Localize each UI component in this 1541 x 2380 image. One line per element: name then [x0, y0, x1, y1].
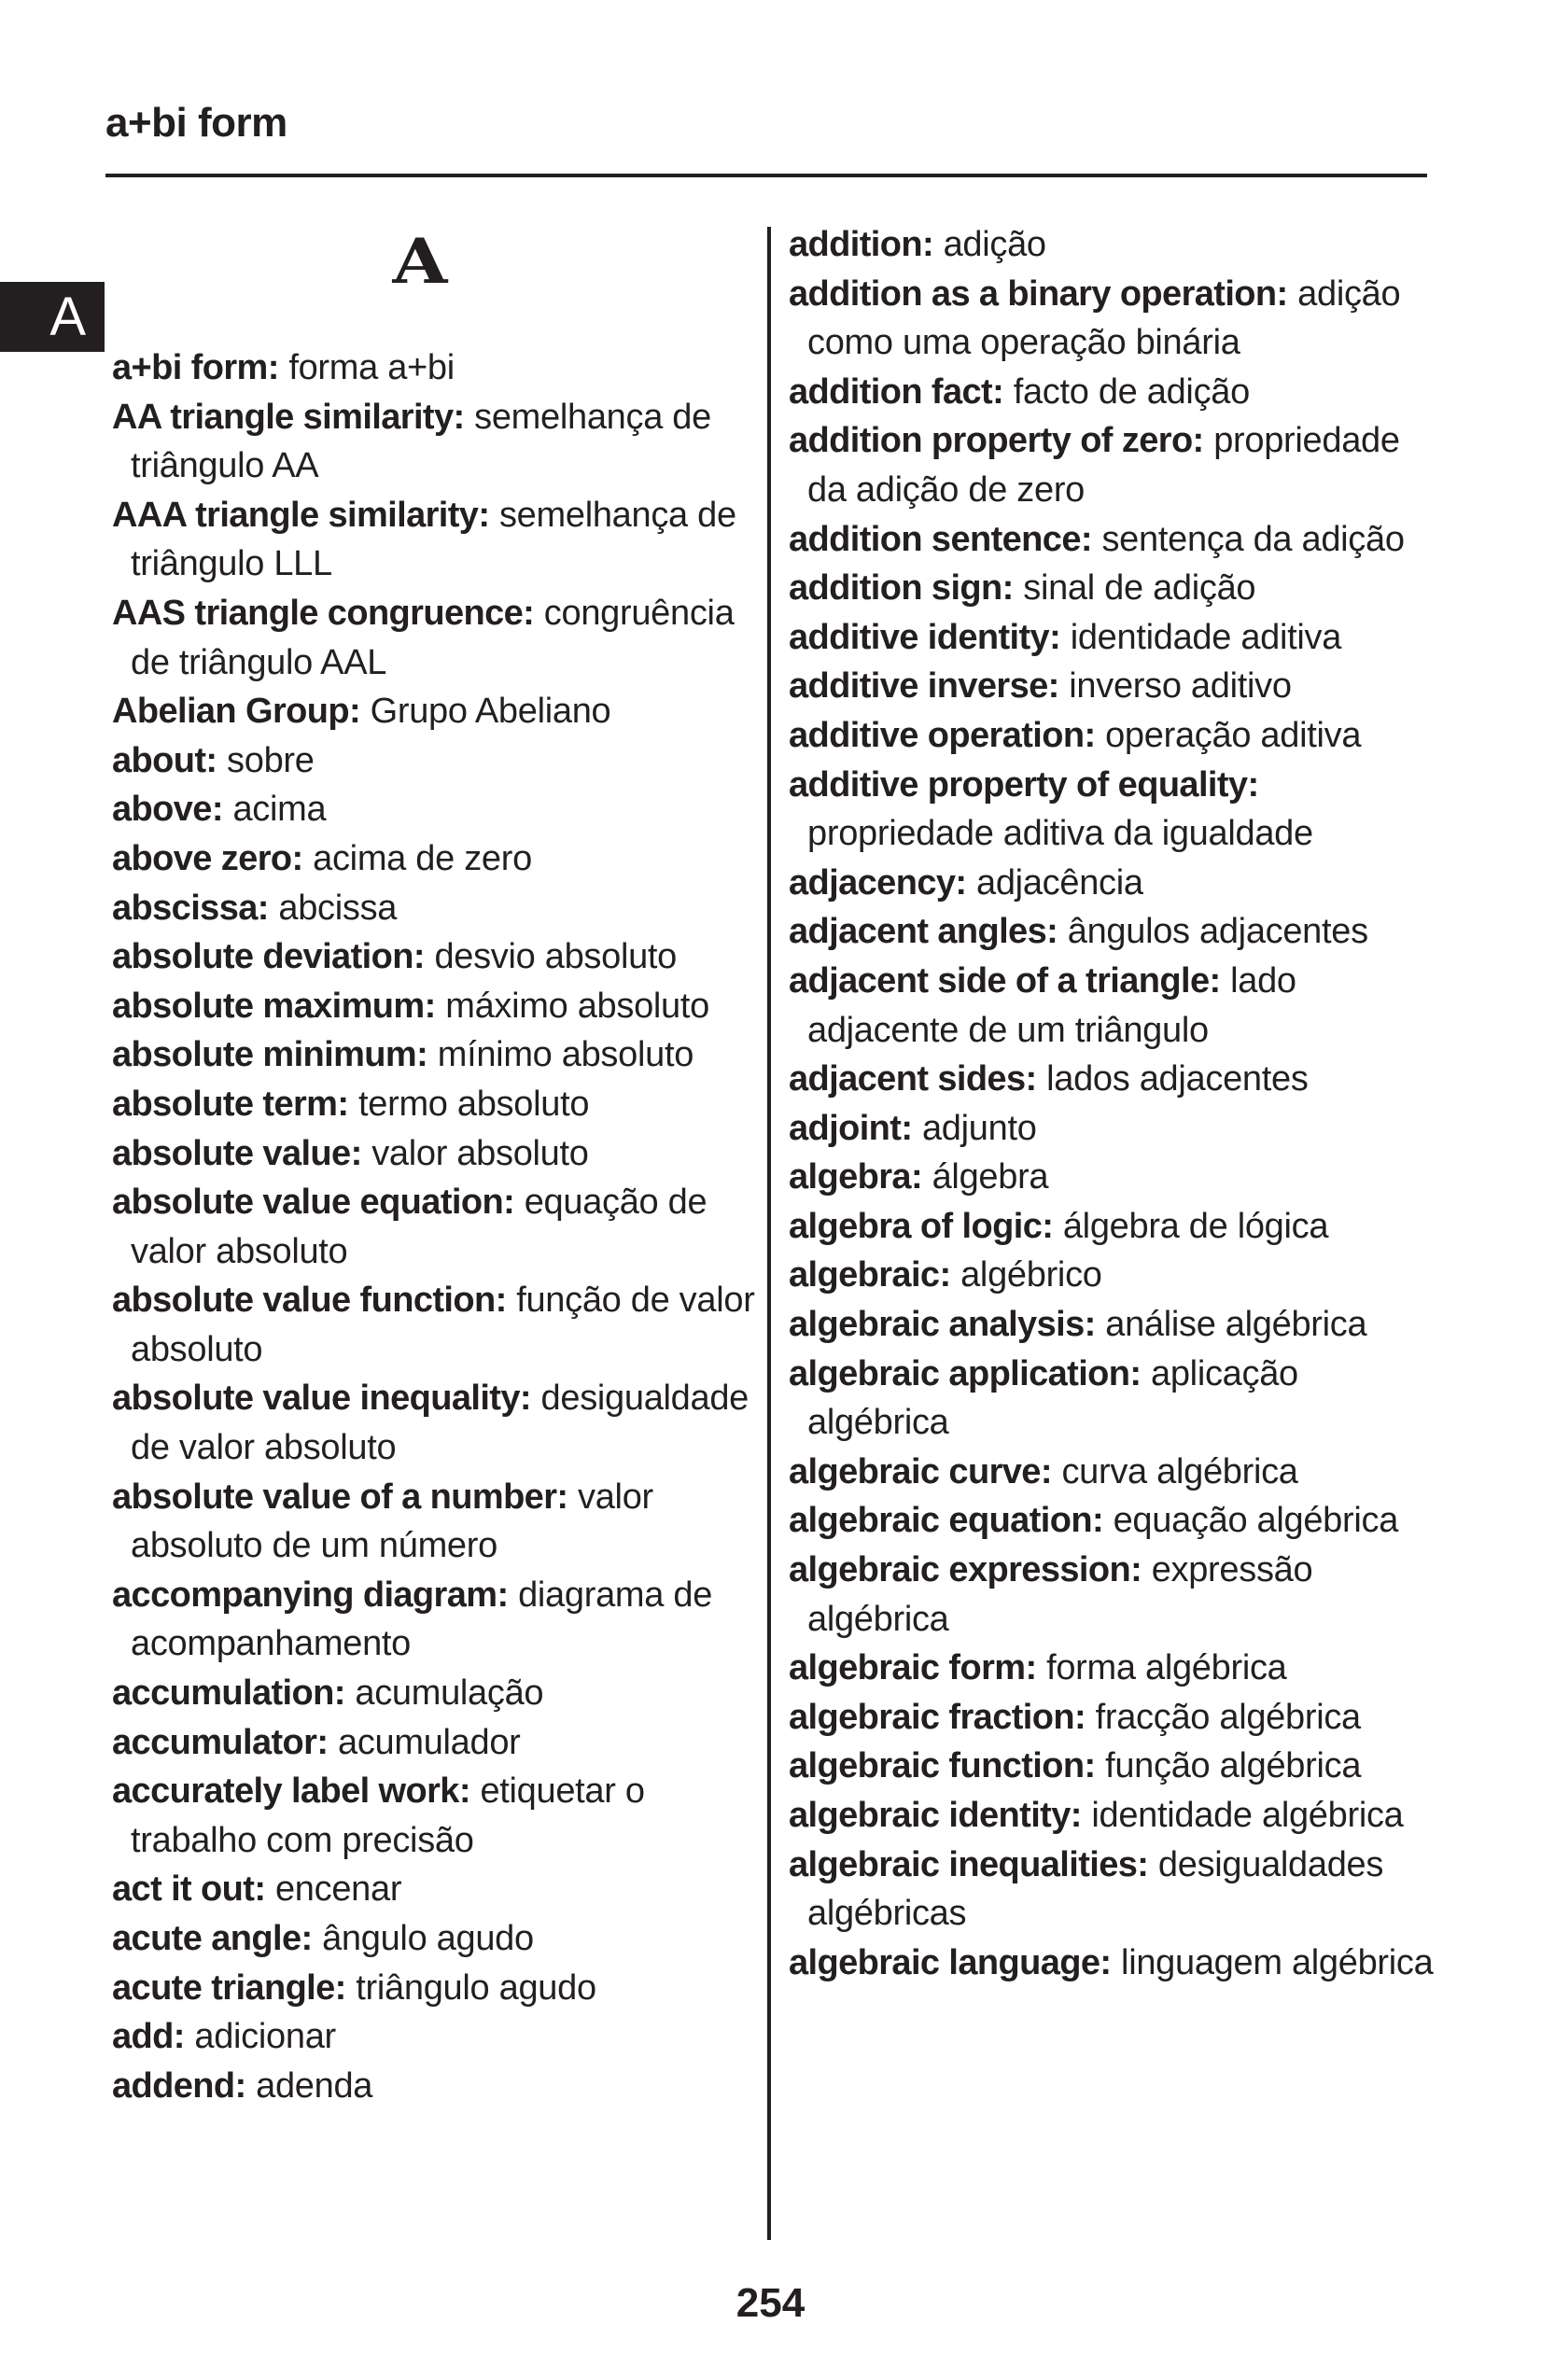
glossary-entry	[112, 1178, 756, 1276]
glossary-entry	[789, 1496, 1442, 1546]
glossary-entry	[789, 1791, 1442, 1841]
glossary-entry	[789, 613, 1442, 663]
entry-translation: desvio absoluto	[434, 937, 678, 977]
entry-term: algebraic application:	[789, 1353, 1142, 1393]
entry-term: addition sign:	[789, 568, 1014, 609]
glossary-entry	[112, 393, 756, 491]
entry-term: absolute value equation:	[112, 1183, 515, 1223]
glossary-entry	[789, 1104, 1442, 1154]
entry-translation: máximo absoluto	[445, 986, 709, 1026]
glossary-entry	[112, 1914, 756, 1964]
entry-term: act it out:	[112, 1869, 266, 1910]
glossary-entry	[789, 220, 1442, 270]
entry-term: algebraic identity:	[789, 1796, 1082, 1835]
entry-translation: desigualdade de valor absoluto	[131, 1379, 749, 1468]
entry-translation: curva algébrica	[1061, 1451, 1298, 1491]
glossary-entry	[112, 1718, 756, 1768]
entry-translation: adjunto	[921, 1108, 1037, 1148]
glossary-entry	[789, 859, 1442, 908]
entry-term: abscissa:	[112, 888, 269, 928]
entry-translation: operação aditiva	[1105, 715, 1362, 755]
entry-term: absolute maximum:	[112, 986, 436, 1026]
glossary-entry	[789, 1644, 1442, 1693]
entry-term: algebraic form:	[789, 1648, 1037, 1688]
entry-term: algebraic language:	[789, 1942, 1112, 1982]
entry-translation: expressão algébrica	[807, 1550, 1313, 1639]
entry-term: additive property of equality:	[789, 764, 1259, 805]
glossary-entry	[112, 785, 756, 834]
entry-translation: Grupo Abeliano	[370, 692, 611, 732]
glossary-entry	[112, 1030, 756, 1080]
entry-translation: identidade algébrica	[1091, 1796, 1404, 1835]
entry-translation: adição	[943, 225, 1046, 264]
entry-term: algebraic curve:	[789, 1451, 1052, 1491]
glossary-entry	[112, 1473, 756, 1571]
entry-translation: linguagem algébrica	[1121, 1942, 1434, 1982]
entry-translation: semelhança de triângulo AA	[131, 397, 711, 486]
entry-translation: etiquetar o trabalho com precisão	[131, 1771, 645, 1860]
entry-term: adjoint:	[789, 1108, 913, 1148]
entry-term: algebraic fraction:	[789, 1697, 1086, 1737]
entry-term: addition fact:	[789, 371, 1004, 412]
glossary-entry	[789, 761, 1442, 859]
entry-translation: diagrama de acompanhamento	[131, 1575, 713, 1664]
glossary-entry	[789, 1448, 1442, 1497]
entry-translation: inverso aditivo	[1069, 666, 1292, 707]
entry-translation: desigualdades algébricas	[807, 1844, 1384, 1934]
entry-term: a+bi form:	[112, 348, 279, 387]
header-rule	[105, 174, 1427, 177]
glossary-entry	[789, 662, 1442, 711]
entry-term: Abelian Group:	[112, 692, 361, 732]
entry-term: addition:	[789, 225, 934, 264]
glossary-entry	[112, 1129, 756, 1179]
entry-translation: ângulo agudo	[322, 1919, 534, 1958]
glossary-entry	[112, 687, 756, 736]
glossary-entry	[112, 1865, 756, 1914]
entry-term: absolute minimum:	[112, 1035, 428, 1075]
entry-term: absolute term:	[112, 1084, 349, 1124]
entry-translation: equação algébrica	[1113, 1501, 1399, 1541]
entry-term: addition property of zero:	[789, 421, 1204, 461]
entry-translation: algébrico	[960, 1255, 1102, 1295]
entry-translation: função algébrica	[1105, 1746, 1362, 1786]
glossary-entry	[112, 1374, 756, 1472]
entry-term: addend:	[112, 2065, 246, 2106]
glossary-entry	[789, 515, 1442, 565]
entry-term: AA triangle similarity:	[112, 397, 465, 437]
entry-term: algebraic:	[789, 1255, 951, 1295]
entry-term: accumulator:	[112, 1722, 329, 1762]
entry-term: algebraic analysis:	[789, 1305, 1096, 1345]
entry-translation: fracção algébrica	[1095, 1697, 1361, 1737]
section-letter-heading: A	[392, 225, 448, 298]
glossary-entry	[112, 1964, 756, 2013]
glossary-entry	[112, 1669, 756, 1718]
entry-term: about:	[112, 740, 217, 780]
entry-term: algebraic inequalities:	[789, 1844, 1149, 1884]
entry-translation: álgebra de lógica	[1062, 1206, 1329, 1246]
glossary-entry	[789, 1300, 1442, 1350]
glossary-entry	[789, 907, 1442, 957]
entry-term: algebraic function:	[789, 1746, 1096, 1786]
thumb-tab-letter: A	[49, 287, 86, 347]
glossary-column-left	[112, 343, 756, 2110]
entry-translation: função de valor absoluto	[131, 1281, 755, 1369]
glossary-entry	[789, 1939, 1442, 1988]
running-head: a+bi form	[105, 100, 287, 146]
glossary-entry	[112, 932, 756, 982]
entry-term: acute triangle:	[112, 1967, 346, 2008]
entry-term: algebra:	[789, 1157, 923, 1197]
entry-translation: propriedade aditiva da igualdade	[807, 814, 1313, 854]
entry-term: above zero:	[112, 838, 303, 878]
entry-term: algebraic expression:	[789, 1550, 1142, 1590]
entry-term: absolute value of a number:	[112, 1477, 568, 1517]
entry-translation: congruência de triângulo AAL	[131, 593, 735, 682]
glossary-entry	[112, 884, 756, 933]
glossary-entry	[112, 2012, 756, 2062]
entry-translation: adição como uma operação binária	[807, 273, 1401, 363]
entry-term: add:	[112, 2017, 185, 2057]
entry-translation: valor absoluto	[371, 1133, 589, 1173]
glossary-entry	[789, 1153, 1442, 1202]
entry-translation: adjacência	[976, 862, 1143, 903]
page-number: 254	[735, 2280, 806, 2326]
entry-translation: mínimo absoluto	[437, 1035, 694, 1075]
glossary-entry	[789, 564, 1442, 613]
glossary-entry	[789, 1546, 1442, 1644]
glossary-entry	[789, 368, 1442, 417]
glossary-entry	[789, 1742, 1442, 1791]
entry-translation: facto de adição	[1013, 371, 1250, 412]
entry-translation: acima de zero	[313, 838, 532, 878]
entry-translation: acumulador	[337, 1722, 521, 1762]
column-divider	[767, 227, 771, 2240]
entry-term: absolute value function:	[112, 1281, 507, 1321]
entry-term: acute angle:	[112, 1919, 313, 1958]
entry-term: additive inverse:	[789, 666, 1059, 707]
entry-translation: lado adjacente de um triângulo	[807, 960, 1296, 1050]
entry-translation: sobre	[227, 740, 315, 780]
glossary-entry	[112, 1767, 756, 1865]
glossary-entry	[112, 1571, 756, 1669]
entry-term: absolute value:	[112, 1133, 362, 1173]
glossary-entry	[112, 1276, 756, 1374]
glossary-entry	[112, 491, 756, 589]
entry-translation: lados adjacentes	[1046, 1059, 1309, 1099]
entry-term: AAA triangle similarity:	[112, 495, 490, 535]
thumb-tab	[0, 282, 105, 352]
entry-term: adjacent side of a triangle:	[789, 960, 1221, 1001]
glossary-entry	[112, 343, 756, 393]
entry-term: AAS triangle congruence:	[112, 593, 535, 633]
glossary-entry	[789, 957, 1442, 1055]
glossary-entry	[112, 982, 756, 1031]
entry-translation: acima	[232, 790, 327, 830]
entry-translation: triângulo agudo	[356, 1967, 596, 2008]
glossary-entry	[789, 711, 1442, 761]
entry-term: adjacent sides:	[789, 1059, 1037, 1099]
entry-translation: análise algébrica	[1105, 1305, 1367, 1345]
entry-translation: equação de valor absoluto	[131, 1183, 707, 1271]
glossary-entry	[789, 1693, 1442, 1743]
entry-term: addition as a binary operation:	[789, 273, 1288, 314]
entry-translation: forma a+bi	[288, 348, 455, 387]
entry-term: additive operation:	[789, 715, 1096, 755]
entry-translation: abcissa	[278, 888, 398, 928]
entry-translation: propriedade da adição de zero	[807, 421, 1400, 510]
entry-translation: termo absoluto	[358, 1084, 590, 1124]
entry-term: adjacency:	[789, 862, 967, 903]
glossary-entry	[789, 1202, 1442, 1252]
glossary-entry	[789, 416, 1442, 514]
entry-term: adjacent angles:	[789, 912, 1058, 952]
glossary-entry	[112, 834, 756, 884]
entry-term: accumulation:	[112, 1673, 345, 1714]
glossary-entry	[789, 270, 1442, 368]
glossary-entry	[789, 1055, 1442, 1104]
entry-translation: encenar	[274, 1869, 402, 1910]
glossary-entry	[112, 736, 756, 786]
glossary-entry	[789, 1251, 1442, 1300]
entry-translation: acumulação	[355, 1673, 544, 1714]
glossary-entry	[789, 1350, 1442, 1448]
entry-term: algebraic equation:	[789, 1501, 1104, 1541]
entry-translation: sinal de adição	[1023, 568, 1256, 609]
entry-translation: adenda	[256, 2065, 373, 2106]
glossary-column-right	[789, 220, 1442, 1987]
entry-term: absolute deviation:	[112, 937, 425, 977]
entry-translation: adicionar	[194, 2017, 336, 2057]
entry-translation: aplicação algébrica	[807, 1353, 1298, 1443]
entry-term: accompanying diagram:	[112, 1575, 509, 1615]
entry-translation: forma algébrica	[1046, 1648, 1287, 1688]
glossary-entry	[112, 2062, 756, 2111]
glossary-entry	[112, 1080, 756, 1129]
entry-translation: semelhança de triângulo LLL	[131, 495, 736, 584]
entry-term: accurately label work:	[112, 1771, 470, 1812]
entry-term: addition sentence:	[789, 519, 1092, 559]
entry-translation: álgebra	[932, 1157, 1049, 1197]
entry-translation: ângulos adjacentes	[1067, 912, 1368, 952]
entry-term: additive identity:	[789, 617, 1061, 657]
entry-translation: identidade aditiva	[1070, 617, 1342, 657]
glossary-entry	[112, 589, 756, 687]
entry-translation: valor absoluto de um número	[131, 1477, 653, 1566]
entry-term: algebra of logic:	[789, 1206, 1054, 1246]
entry-term: absolute value inequality:	[112, 1379, 531, 1419]
entry-term: above:	[112, 790, 223, 830]
glossary-entry	[789, 1841, 1442, 1939]
entry-translation: sentença da adição	[1101, 519, 1405, 559]
